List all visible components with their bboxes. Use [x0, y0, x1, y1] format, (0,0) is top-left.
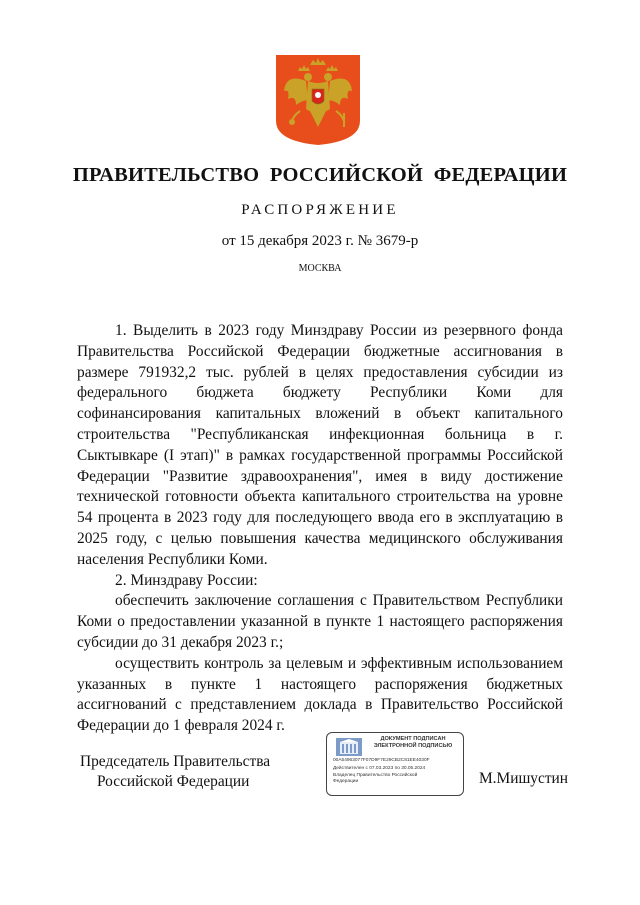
- coat-of-arms-icon: [276, 55, 360, 145]
- city-name: МОСКВА: [298, 263, 342, 274]
- stamp-header: [365, 736, 461, 750]
- position-line-1: Председатель Правительства: [80, 753, 271, 770]
- document-authority-title: ПРАВИТЕЛЬСТВО РОССИЙСКОЙ ФЕДЕРАЦИИ: [72, 164, 568, 186]
- paragraph-2: 2. Минздраву России:: [115, 571, 258, 589]
- signatory-name: М.Мишустин: [479, 770, 569, 787]
- paragraph-1: 1. Выделить в 2023 году Минздраву России из резервного фонда Правительства Российской Федерации бюджетные ассигнования в размере 791932,2 тыс. рублей в целях предоставления субсидии из федерального бюджета бюджету Республики Коми для софинансирования капитальных вложений в объект капитального строительства "Республиканская инфекционная больница в г. Сыктывкаре (I этап)" в рамках государственной программы Российской Федерации "Развитие здравоохранения", имея в виду достижение технической готовности объекта капитального строительства на уровне 54 процента в 2023 году для последующего ввода его в эксплуатацию в 2025 году, с целью повышения качества медицинского обслуживания населения Республики Коми.: [77, 322, 563, 568]
- paragraph-2-item-2: осуществить контроль за целевым и эффективным использованием указанных в пункте 1 настоящего распоряжения бюджетных ассигнований с представлением доклада в Правительство Российской Федерации до 1 февраля 2024 г.: [77, 654, 563, 735]
- government-building-icon: [336, 738, 362, 756]
- stamp-owner-line-2: Федерации: [333, 779, 359, 784]
- date-and-number: от 15 декабря 2023 г. № 3679-р: [221, 233, 419, 249]
- stamp-validity: Действителен с 07.03.2023 по 30.05.2024: [333, 766, 426, 771]
- document-body: [77, 321, 563, 737]
- signatory-position: [80, 752, 270, 792]
- document-type: РАСПОРЯЖЕНИЕ: [241, 202, 399, 218]
- stamp-serial: 00A54963077F07D9F7E29CB2C81EE4030F: [333, 758, 430, 763]
- stamp-header-line-2: ЭЛЕКТРОННОЙ ПОДПИСЬЮ: [373, 743, 453, 749]
- electronic-signature-stamp: [326, 732, 464, 796]
- stamp-header-line-1: ДОКУМЕНТ ПОДПИСАН: [380, 736, 446, 742]
- paragraph-2-item-1: обеспечить заключение соглашения с Правительством Республики Коми о предоставлении указанной в пункте 1 настоящего распоряжения субсидии до 31 декабря 2023 г.;: [77, 592, 563, 651]
- position-line-2: Российской Федерации: [97, 773, 250, 790]
- stamp-owner-line-1: Владелец Правительство Российской: [333, 773, 418, 778]
